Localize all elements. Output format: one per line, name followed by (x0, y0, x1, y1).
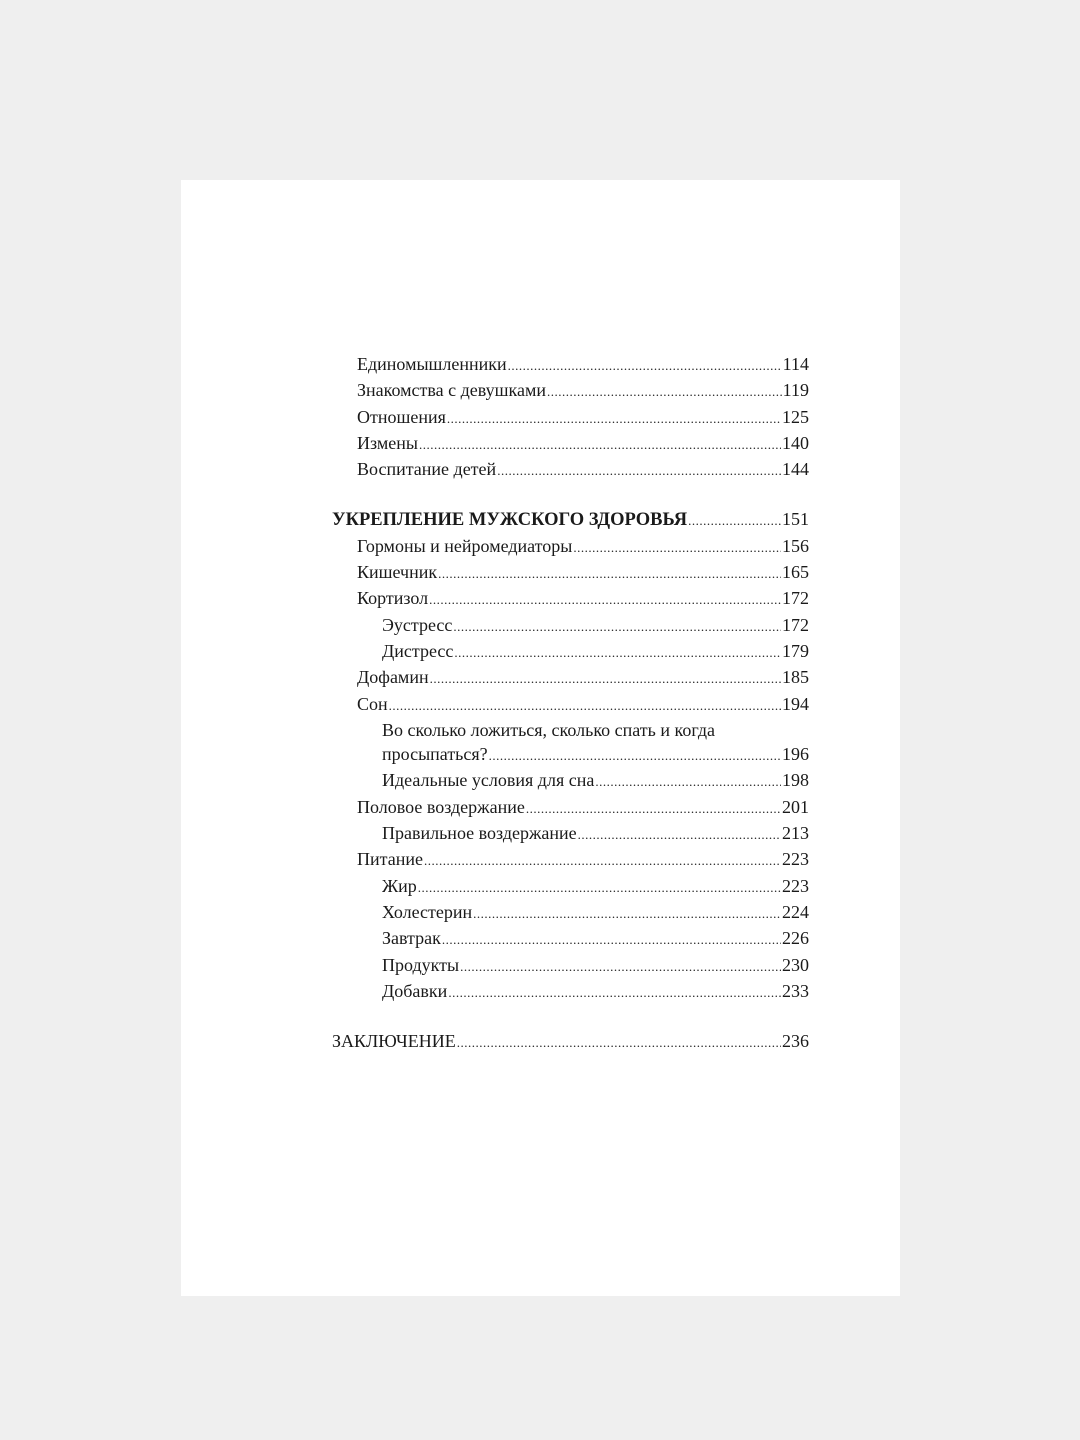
toc-entry-title: Дистресс (382, 640, 454, 661)
toc-entry-page: 194 (782, 693, 809, 714)
toc-entry-page: 114 (782, 354, 809, 374)
dot-leader (460, 955, 781, 979)
dot-leader (688, 509, 781, 533)
toc-entry (332, 847, 809, 873)
toc-entry-title: Половое воздержание (357, 796, 525, 817)
dot-leader (473, 902, 781, 926)
dot-leader (447, 407, 781, 431)
toc-entry (332, 768, 809, 794)
toc-entry-title: ЗАКЛЮЧЕНИЕ (332, 1031, 456, 1052)
dot-leader (547, 380, 782, 404)
dot-leader (448, 981, 781, 1005)
toc-entry (332, 352, 809, 378)
dot-leader (526, 797, 781, 821)
toc-entry-page: 224 (782, 901, 809, 922)
toc-group-relationships (332, 352, 809, 483)
toc-entry (332, 457, 809, 483)
toc-entry-page: 196 (782, 744, 809, 765)
toc-entry-title: Правильное воздержание (382, 823, 577, 844)
dot-leader (454, 641, 781, 665)
toc-entry (332, 665, 809, 691)
toc-entry-page: 172 (782, 588, 809, 609)
dot-leader (489, 744, 781, 768)
dot-leader (442, 928, 781, 952)
toc-entry (332, 742, 809, 768)
dot-leader (429, 588, 781, 612)
toc-entry-page: 230 (782, 954, 809, 975)
toc-entry-title: Единомышленники (357, 354, 507, 374)
toc-entry (332, 639, 809, 665)
toc-entry (332, 431, 809, 457)
toc-group-health (332, 507, 809, 1005)
toc-entry-title: Воспитание детей (357, 459, 497, 480)
toc-entry (332, 953, 809, 979)
toc-entry-title: Холестерин (382, 901, 473, 922)
toc-entry-title: Измены (357, 432, 418, 453)
dot-leader (438, 562, 781, 586)
dot-leader (419, 433, 781, 457)
toc-entry-page: 201 (782, 796, 809, 817)
toc-entry-title: Кишечник (357, 562, 438, 583)
toc-entry (332, 378, 809, 404)
toc-entry-page: 226 (782, 928, 809, 949)
dot-leader (508, 354, 782, 378)
toc-entry (332, 692, 809, 718)
toc-entry-page: 156 (782, 535, 809, 556)
toc-entry-title: Идеальные условия для сна (382, 770, 595, 791)
dot-leader (573, 536, 781, 560)
toc-entry (332, 926, 809, 952)
toc-entry-title-line2: просыпаться? (382, 744, 488, 765)
toc-entry (332, 560, 809, 586)
toc-entry-title: Кортизол (357, 588, 429, 609)
dot-leader (497, 459, 781, 483)
dot-leader (430, 667, 781, 691)
toc-entry (332, 586, 809, 612)
toc-entry-title: Жир (382, 875, 417, 896)
toc-entry-title: Завтрак (382, 928, 441, 949)
toc-entry (332, 613, 809, 639)
toc-entry-title: Добавки (382, 980, 448, 1001)
toc-entry-page: 198 (782, 770, 809, 791)
toc-entry-page: 236 (782, 1031, 809, 1052)
toc-entry-title: Дофамин (357, 667, 429, 688)
toc-entry-page: 165 (782, 562, 809, 583)
dot-leader (457, 1031, 781, 1055)
toc-entry-title: Знакомства с девушками (357, 380, 546, 401)
toc-entry (332, 534, 809, 560)
toc-entry (332, 1029, 809, 1055)
toc-entry-title: Питание (357, 849, 423, 870)
toc-entry-page: 151 (782, 509, 809, 530)
toc-entry-page: 140 (782, 432, 809, 453)
toc-entry-page: 213 (782, 823, 809, 844)
toc-entry-title: Гормоны и нейромедиаторы (357, 535, 573, 556)
dot-leader (418, 876, 781, 900)
dot-leader (578, 823, 781, 847)
table-of-contents (332, 352, 809, 1055)
toc-entry-page: 125 (782, 406, 809, 427)
dot-leader (595, 770, 781, 794)
toc-entry-page: 233 (782, 980, 809, 1001)
dot-leader (389, 694, 781, 718)
toc-entry (332, 821, 809, 847)
toc-entry-title: Эустресс (382, 614, 453, 635)
toc-entry-page: 119 (782, 380, 809, 401)
toc-group-conclusion (332, 1029, 809, 1055)
toc-entry-page: 223 (782, 875, 809, 896)
toc-entry (332, 405, 809, 431)
toc-entry (332, 979, 809, 1005)
toc-entry-title: Отношения (357, 406, 446, 427)
toc-entry-page: 185 (782, 667, 809, 688)
toc-entry-title-line1: Во сколько ложиться, сколько спать и когда (382, 719, 715, 740)
toc-entry-title: УКРЕПЛЕНИЕ МУЖСКОГО ЗДОРОВЬЯ (332, 510, 688, 531)
toc-entry (332, 900, 809, 926)
toc-entry-title: Сон (357, 693, 388, 714)
toc-entry-page: 144 (782, 459, 809, 480)
toc-entry-page: 179 (782, 640, 809, 661)
toc-entry-title: Продукты (382, 954, 460, 975)
toc-entry (332, 874, 809, 900)
toc-entry (332, 795, 809, 821)
dot-leader (453, 615, 781, 639)
toc-entry-page: 172 (782, 614, 809, 635)
toc-section-heading (332, 507, 809, 533)
toc-entry-page: 223 (782, 849, 809, 870)
dot-leader (424, 849, 781, 873)
